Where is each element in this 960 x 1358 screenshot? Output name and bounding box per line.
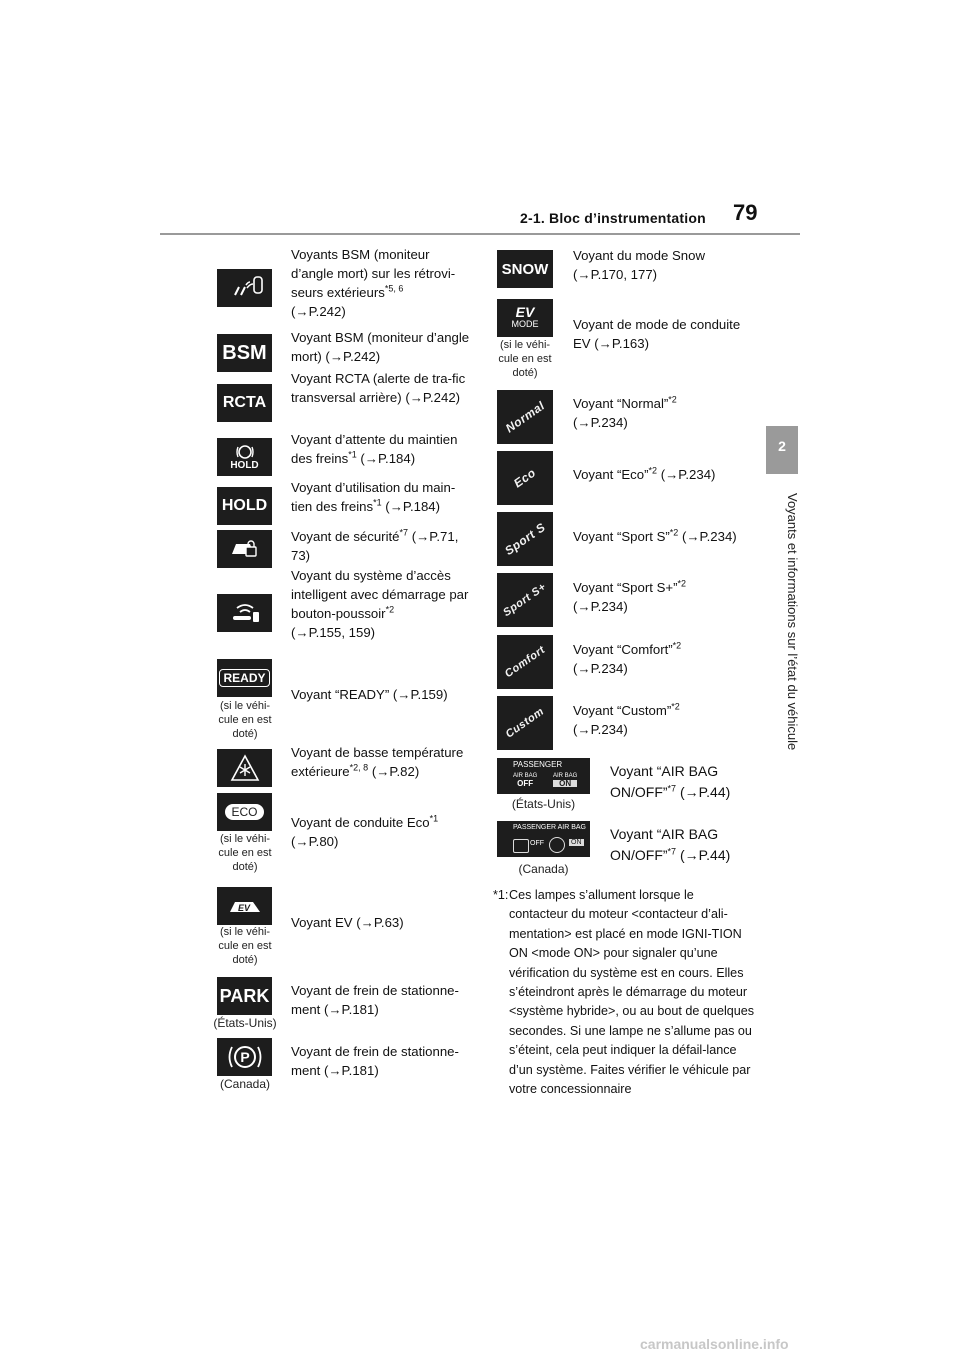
security-desc: Voyant de sécurité$^{*7}$ (→P.71, 73) xyxy=(291,527,459,563)
footnote xyxy=(493,886,755,1099)
ready-icon: READY xyxy=(217,659,272,697)
security-icon xyxy=(217,530,272,568)
parking-brake-desc: Voyant de frein de stationne-ment (→P.181) xyxy=(291,1044,459,1078)
parking-brake-icon xyxy=(217,1038,272,1076)
brake-hold-standby-icon: HOLD xyxy=(217,438,272,476)
chapter-number: 2 xyxy=(778,438,786,454)
sport-s-plus-desc: Voyant “Sport S+”$^{*2}$ (→P.234) xyxy=(573,578,686,614)
ev-mode-desc: Voyant de mode de conduite EV (→P.163) xyxy=(573,317,741,351)
bsm-mirror-desc: Voyants BSM (moniteur d’angle mort) sur les rétrovi-seurs extérieurs$^{*5, 6}$ (→P.242) xyxy=(291,247,456,319)
eco-mode-icon: Eco xyxy=(497,451,553,505)
ready-desc: Voyant “READY” (→P.159) xyxy=(291,687,448,702)
rcta-icon: RCTA xyxy=(217,384,272,422)
ev-mode-caption: (si le véhi-cule en est doté) xyxy=(498,339,552,379)
snow-icon: SNOW xyxy=(497,250,553,288)
brake-hold-icon: HOLD xyxy=(217,487,272,525)
smart-access-desc: Voyant du système d’accès intelligent avec démarrage par bouton-poussoir$^{*2}$ (→P.155, 159) xyxy=(291,568,469,640)
svg-text:P: P xyxy=(239,1049,250,1065)
airbag-us-icon: PASSENGER AIR BAG OFF AIR BAG ON xyxy=(497,758,590,794)
ev-desc: Voyant EV (→P.63) xyxy=(291,915,404,930)
park-desc: Voyant de frein de stationne-ment (→P.181) xyxy=(291,983,459,1017)
sport-s-desc: Voyant “Sport S”$^{*2}$ (→P.234) xyxy=(573,527,737,544)
bsm-desc: Voyant BSM (moniteur d’angle mort) (→P.242) xyxy=(291,330,470,364)
airbag-us-caption: (États-Unis) xyxy=(511,797,576,811)
airbag-us-desc: Voyant “AIR BAG ON/OFF”$^{*7}$ (→P.44) xyxy=(610,763,731,800)
sport-s-icon: Sport S xyxy=(497,512,553,566)
page-number: 79 xyxy=(733,200,758,225)
normal-mode-icon: Normal xyxy=(497,390,553,444)
brake-hold-desc: Voyant d’utilisation du main-tien des freins$^{*1}$ (→P.184) xyxy=(291,480,456,514)
eco-drive-caption: (si le véhi-cule en est doté) xyxy=(218,833,272,873)
ev-icon xyxy=(217,887,272,925)
airbag-ca-icon: PASSENGER AIR BAG OFF ON xyxy=(497,821,590,857)
parking-brake-caption: (Canada) xyxy=(219,1077,271,1091)
custom-desc: Voyant “Custom”$^{*2}$ (→P.234) xyxy=(573,701,680,737)
ev-caption: (si le véhi-cule en est doté) xyxy=(218,926,272,966)
svg-text:EV: EV xyxy=(237,903,250,913)
bsm-mirror-icon xyxy=(217,269,272,307)
custom-icon: Custom xyxy=(497,696,553,750)
ready-caption: (si le véhi-cule en est doté) xyxy=(218,700,272,740)
footnote-text: Ces lampes s’allument lorsque le contacteur du moteur <contacteur d’ali-mentation> est placé en mode IGNI-TION ON <mode ON> pour signaler qu’une vérification du système est en cours. Elles s’éteindront après le démarrage du moteur <système hybride>, ou au bout de quelques secondes. Si une lampe ne s’allume pas ou s’éteint, cela peut indiquer la défail-lance d’un système. Faites vérifier le véhicule par votre concessionnaire xyxy=(509,888,755,1097)
low-temp-desc: Voyant de basse température extérieure$^{*2, 8}$ (→P.82) xyxy=(291,745,464,779)
eco-drive-icon: ECO xyxy=(217,793,272,831)
airbag-ca-desc: Voyant “AIR BAG ON/OFF”$^{*7}$ (→P.44) xyxy=(610,826,731,863)
normal-mode-desc: Voyant “Normal”$^{*2}$ (→P.234) xyxy=(573,394,677,430)
watermark: carmanualsonline.info xyxy=(640,1336,789,1352)
smart-access-icon xyxy=(217,594,272,632)
comfort-icon: Comfort xyxy=(497,635,553,689)
eco-drive-desc: Voyant de conduite Eco$^{*1}$ (→P.80) xyxy=(291,813,439,849)
rcta-desc: Voyant RCTA (alerte de tra-fic transversal arrière) (→P.242) xyxy=(291,371,466,405)
snow-desc: Voyant du mode Snow (→P.170, 177) xyxy=(573,248,705,282)
footnote-marker: *1: xyxy=(493,888,509,902)
park-caption: (États-Unis) xyxy=(213,1016,277,1030)
park-icon: PARK xyxy=(217,977,272,1015)
ev-mode-icon: EV MODE xyxy=(497,299,553,337)
airbag-ca-caption: (Canada) xyxy=(518,862,569,876)
comfort-desc: Voyant “Comfort”$^{*2}$ (→P.234) xyxy=(573,640,682,676)
bsm-icon: BSM xyxy=(217,334,272,372)
eco-mode-desc: Voyant “Eco”$^{*2}$ (→P.234) xyxy=(573,465,716,482)
section-title: 2-1. Bloc d’instrumentation xyxy=(520,210,706,226)
low-temp-icon xyxy=(217,749,272,787)
sport-s-plus-icon: Sport S+ xyxy=(497,573,553,627)
chapter-title: Voyants et informations sur l’état du véhicule xyxy=(785,493,800,751)
brake-hold-standby-desc: Voyant d’attente du maintien des freins$^{*1}$ (→P.184) xyxy=(291,432,458,466)
header-divider xyxy=(160,233,800,235)
